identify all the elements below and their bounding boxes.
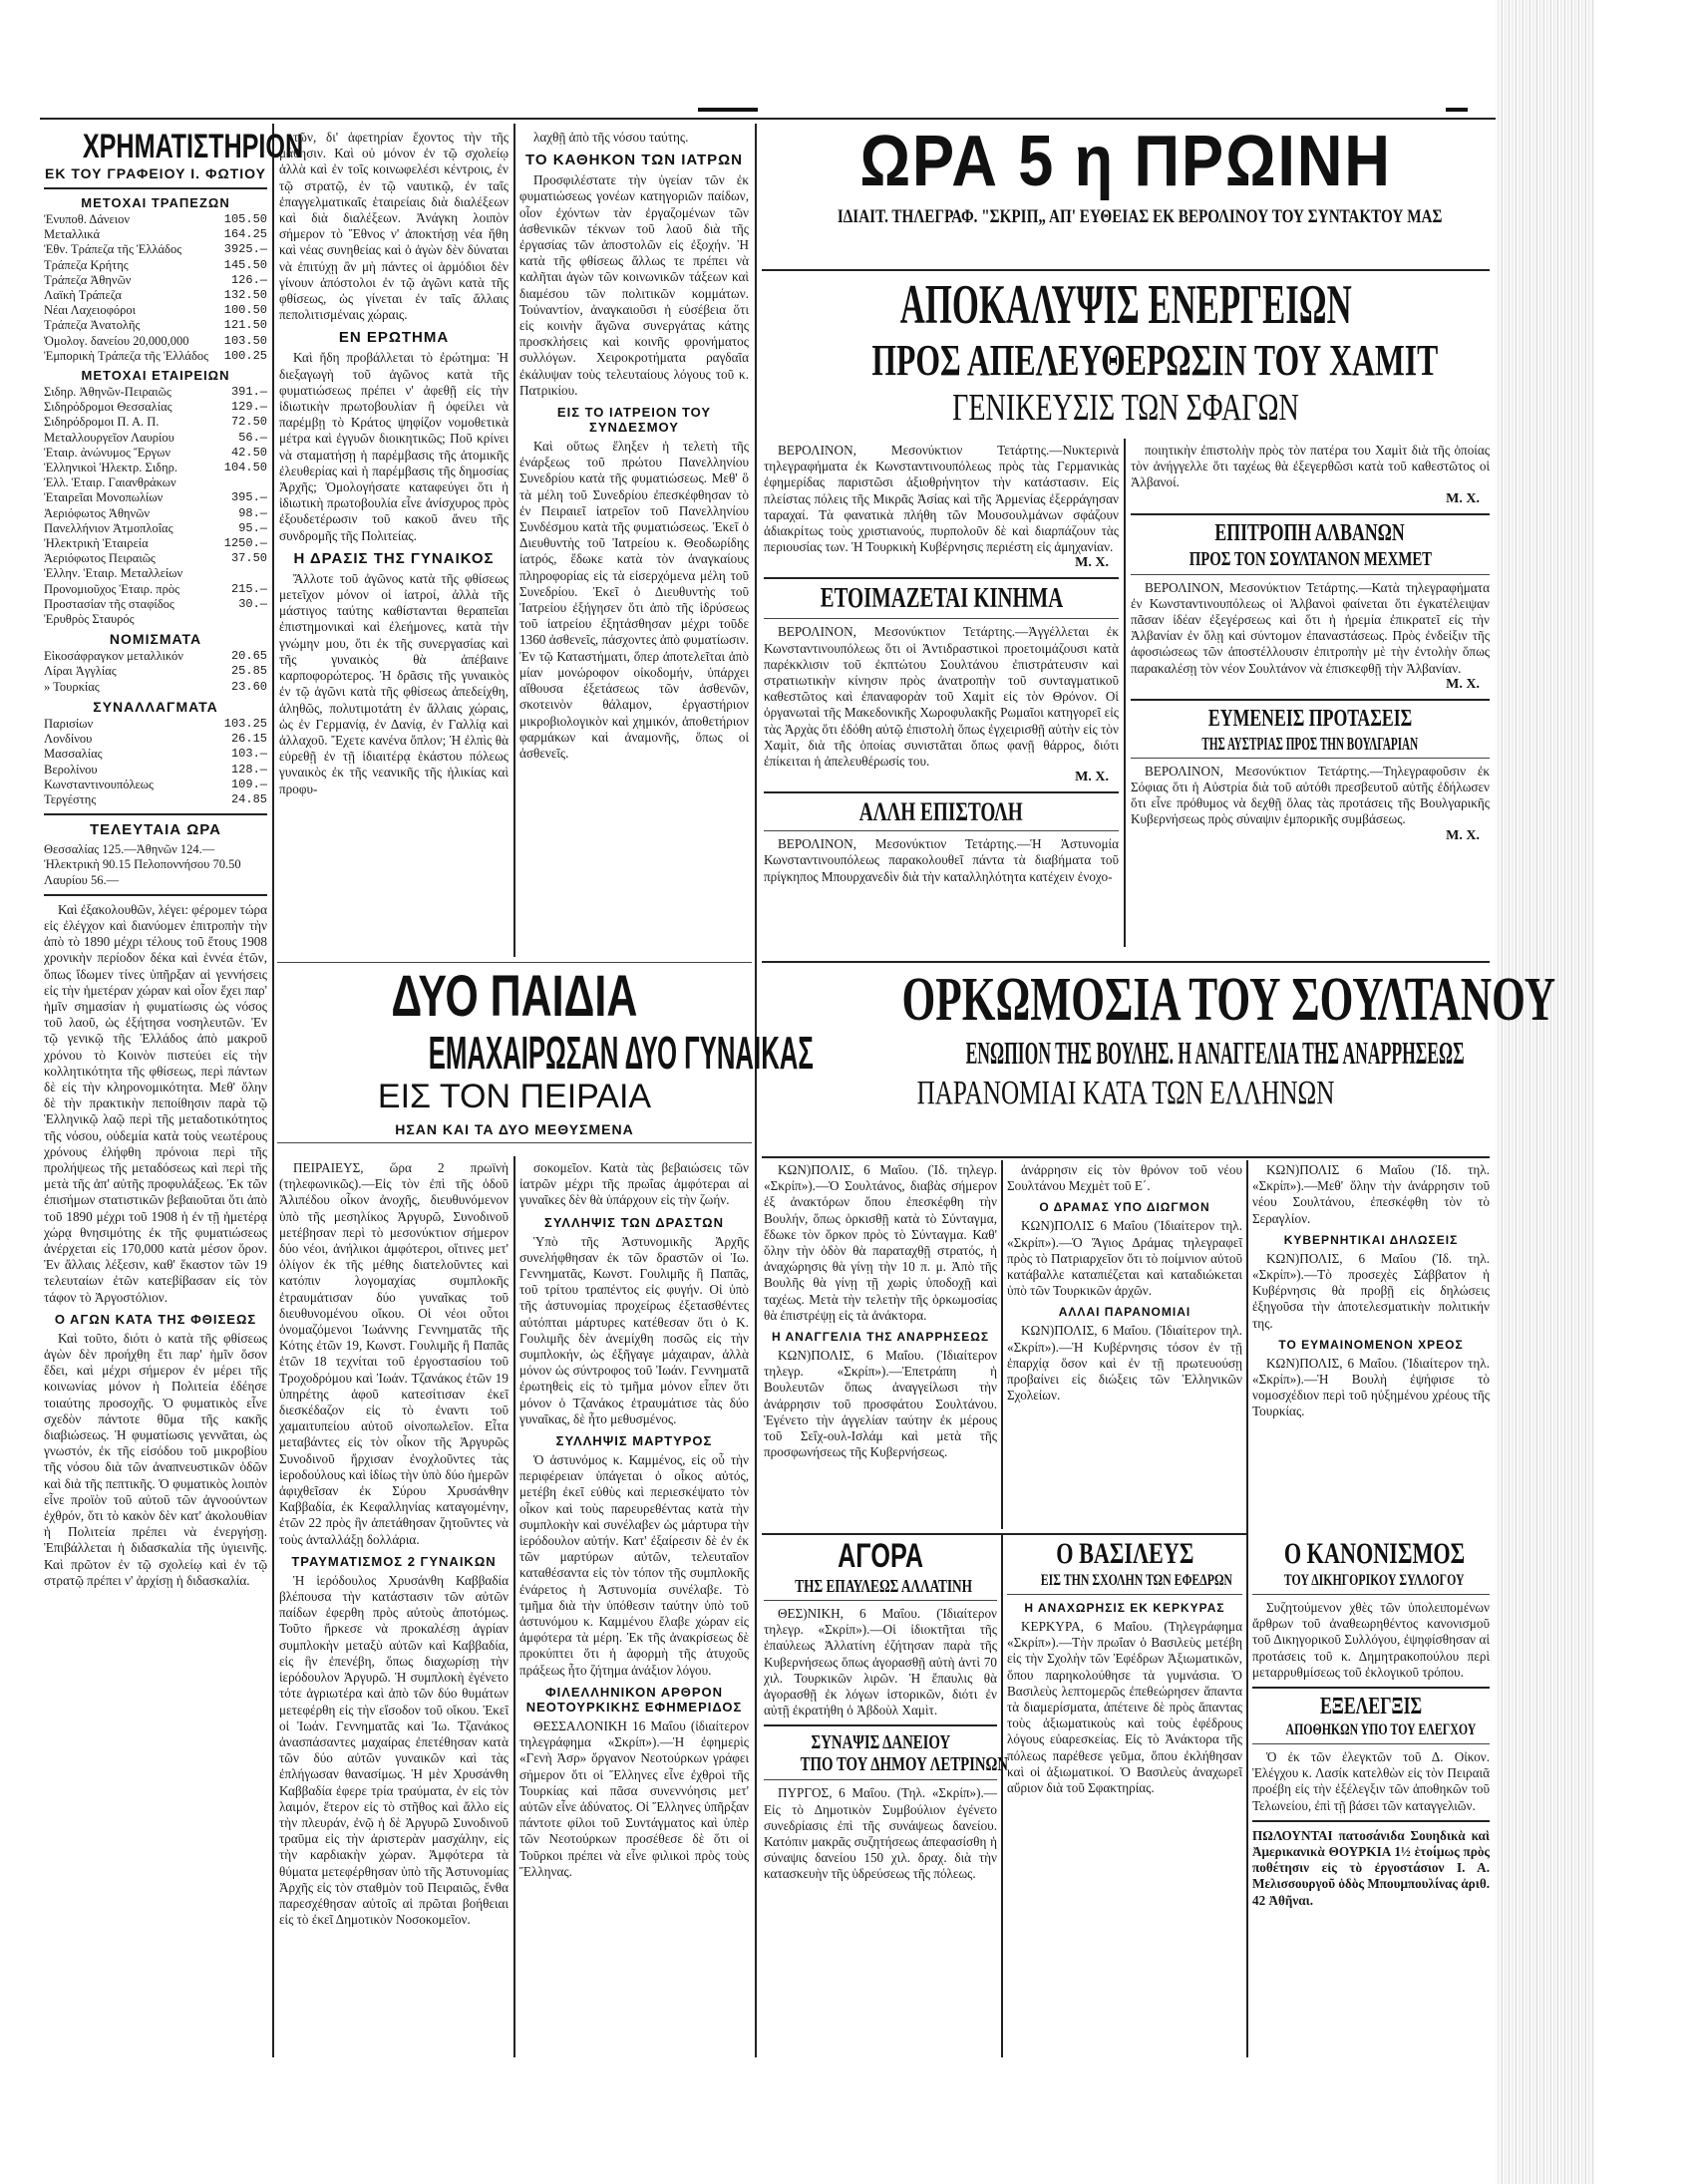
column-oath-b: [1007, 1162, 1242, 1529]
headline-massacres: ΓΕΝΙΚΕΥΣΙΣ ΤΩΝ ΣΦΑΓΩΝ: [952, 387, 1299, 429]
subhead-drama-persecution: Ο ΔΡΑΜΑΣ ΥΠΟ ΔΙΩΓΜΟΝ: [1039, 1200, 1210, 1215]
bank-row-value: 121.50: [223, 318, 267, 333]
fx-row-value: 26.15: [230, 732, 267, 747]
company-row-label: Ἑλλ. Ἑταιρ. Γαιανθράκων: [44, 475, 176, 490]
headline-two-children-block: [277, 957, 814, 1156]
company-row-value: 37.50: [230, 551, 267, 566]
fx-title: ΣΥΝΑΛΛΑΓΜΑΤΑ: [93, 698, 218, 715]
coins-title: ΝΟΜΙΣΜΑΤΑ: [109, 631, 202, 648]
bank-row-label: Τράπεζα Ἀθηνῶν: [44, 272, 132, 287]
advertisement-planks: ΠΩΛΟΥΝΤΑΙ πατοσάνιδα Σουηδικὰ καὶ Ἀμερικανικὰ ΘΟΥΡΚΙΑ 1½ ἑτοίμως πρὸς ποθέτησιν εἰς τὸ ἐργοστάσιον Ι. Α. Μελισσουργοῦ ὁδὸς Μπουμπουλίνας ἀριθ. 42 Ἀθῆναι.: [1252, 1827, 1490, 1908]
bank-row: [44, 242, 267, 257]
headline-regulation: Ο ΚΑΝΟΝΙΣΜΟΣ: [1283, 1537, 1466, 1570]
company-row: [44, 582, 267, 597]
subhead-doctors-duty: ΤΟ ΚΑΘΗΚΟΝ ΤΩΝ ΙΑΤΡΩΝ: [525, 152, 743, 169]
fx-row-label: Κωνσταντινουπόλεως: [44, 777, 154, 791]
company-row-label: Σιδηρόδρομοι Π. Α. Π.: [44, 415, 160, 430]
subhead-clinic: ΕΙΣ ΤΟ ΙΑΤΡΕΙΟΝ ΤΟΥ ΣΥΝΔΕΣΜΟΥ: [556, 405, 712, 436]
column-rule-1: [272, 124, 274, 2057]
bank-row-value: 3925.—: [223, 242, 267, 257]
company-row-label: Ἑλλην. Ἑταιρ. Μεταλλείων: [44, 566, 183, 581]
fx-row-value: 128.—: [230, 762, 267, 777]
subhead-gov-statements: ΚΥΒΕΡΝΗΤΙΚΑΙ ΔΗΛΩΣΕΙΣ: [1283, 1232, 1459, 1247]
headline-drunk: ΗΣΑΝ ΚΑΙ ΤΑ ΔΥΟ ΜΕΘΥΣΜΕΝΑ: [395, 1121, 634, 1137]
headline-oath-block: [762, 955, 1556, 1124]
subhead-fight-tuberculosis: Ο ΑΓΩΝ ΚΑΤΑ ΤΗΣ ΦΘΙΣΕΩΣ: [54, 1311, 257, 1327]
bank-row-value: 100.25: [223, 348, 267, 363]
article-tuberculosis-part5: Ἄλλοτε τοῦ ἀγῶνος κατὰ τῆς φθίσεως μετεῖχον μόνον οἱ ἰατροί, ἀλλὰ τῆς μάστιγος ταύτης καθίστανται θεραπεῖαι ἐπιστημονικαὶ καὶ ἐλεήμονες, κατὰ τὴν γνώμην μου, ὅτι ἐκ τῆς συνεργασίας καὶ τῆς γυναικὸς θὰ ἀπέβαινε καρποφορώτερος. Ἡ δρᾶσις τῆς γυναικὸς ἐν τῷ ἀγῶνι κατὰ τῆς φθίσεως ἀπεδείχθη, ἀληθῶς, πολυτιμοτάτη ἐν ἄλλαις χώραις, ὡς ἐν Γερμανίᾳ, ἐν Δανίᾳ, ἐν Γαλλίᾳ καὶ ἀλλαχοῦ. Ἔχετε κανένα ὄπλον; Ἡ ἐλπὶς θὰ εὑρεθῇ ἐν τῇ ἰδιαιτέρᾳ ἑκάστου πόλεως γυναικὸς ἐκ τῆς νεανικῆς τῆς ἡλικίας καὶ προφυ-: [279, 570, 509, 796]
article-oath-c2: ΚΩΝ)ΠΟΛΙΣ, 6 Μαΐου (Ἰδ. τηλ. «Σκρίπ»).—Τὸ προσεχὲς Σάββατον ἡ Κυβέρνησις θὰ προβῇ εἰς δηλώσεις ἐξηγοῦσα τὴν ἀποτελεσματικὴν πολιτικήν της.: [1252, 1250, 1490, 1331]
column-two-top: [279, 130, 509, 927]
bank-row-value: 126.—: [230, 272, 267, 287]
company-row-label: Ἐρυθρὸς Σταυρός: [44, 612, 135, 627]
masthead-block: [762, 122, 1490, 265]
headline-movement: ΕΤΟΙΜΑΖΕΤΑΙ ΚΙΝΗΜΑ: [820, 583, 1063, 615]
column-three-top: [519, 130, 749, 957]
fx-row-value: 103.—: [230, 747, 267, 762]
headline-to-sultan: ΠΡΟΣ ΤΟΝ ΣΟΥΛΤΑΝΟΝ ΜΕΧΜΕΤ: [1188, 547, 1432, 570]
headline-illegalities: ΠΑΡΑΝΟΜΙΑΙ ΚΑΤΑ ΤΩΝ ΕΛΛΗΝΩΝ: [916, 1075, 1335, 1111]
last-hour-line: Θεσσαλίας 125.—Ἀθηνῶν 124.—: [44, 842, 215, 857]
bank-row-label: Νέαι Λαχειοφόροι: [44, 303, 136, 318]
company-row-label: Προστασίαν τῆς σταφίδος: [44, 596, 174, 611]
main-banner: ΩΡΑ 5 η ΠΡΩΙΝΗ: [859, 122, 1392, 201]
article-king: ΚΕΡΚΥΡΑ, 6 Μαΐου. (Τηλεγράφημα «Σκρίπ»).—Τὴν πρωΐαν ὁ Βασιλεὺς μετέβη εἰς τὴν Σχολὴν τῶν Ἐφέδρων Ἀξιωματικῶν, ὅπου παρηκολούθησε τὰ γυμνάσια. Ὁ Βασιλεὺς λεπτομερῶς ἐπεθεώρησεν ἅπαντα τὰ διαμερίσματα, ἀπέτεινε δὲ πρὸς ἅπαντας τοὺς ἀξιωματικοὺς καὶ τοὺς ἐφέδρους λόγους εὐαρεσκείας. Εἰς τὸ Ἀνάκτορα τῆς πόλεως παρέθεσε γεῦμα, ὅπου ἐκλήθησαν καὶ οἱ ἀξιωματικοί. Ὁ Βασιλεὺς ἀναχωρεῖ αὔριον διὰ τοῦ Σφακτηρίας.: [1007, 1619, 1242, 1796]
company-row: [44, 597, 267, 612]
column-rule-5: [1001, 1160, 1003, 1529]
article-market: ΘΕΣ)ΝΙΚΗ, 6 Μαΐου. (Ἰδιαίτερον τηλεγρ. «Σκρίπ»).—Οἱ ἰδιοκτῆται τῆς ἐπαύλεως Ἀλλατίνη ἐζήτησαν παρὰ τῆς Κυβερνήσεως ὅπως ἀγορασθῇ αὐτὴ ἀντὶ 70 χιλ. Τουρκικῶν λιρῶν. Ἡ ἔπαυλις θὰ ἀγορασθῇ ἐκ λόγων ἱστορικῶν, διότι ἐν αὐτῇ ἐκρατήθη ὁ Ἀβδοὺλ Χαμὶτ.: [764, 1606, 997, 1718]
headline-inspection: ΕΞΕΛΕΓΞΙΣ: [1319, 1694, 1423, 1720]
article-inspection: Ὁ ἐκ τῶν ἐλεγκτῶν τοῦ Δ. Οἰκον. Ἐλέγχου κ. Λασίκ κατελθὼν εἰς τὸν Πειραιᾶ προέβη εἰς τὴν ἐξέλεγξιν τῶν ἀποθηκῶν τοῦ Τελωνείου, ἐπὶ τῇ βάσει τῶν καταγγελιῶν.: [1252, 1749, 1490, 1813]
subhead-arrest-culprits: ΣΥΛΛΗΨΙΣ ΤΩΝ ΔΡΑΣΤΩΝ: [544, 1214, 724, 1230]
company-row: [44, 612, 267, 627]
company-row: [44, 490, 267, 505]
company-row: [44, 385, 267, 400]
company-row: [44, 475, 267, 490]
coin-row: [44, 680, 267, 695]
article-stabbing-part4: Ὑπὸ τῆς Ἀστυνομικῆς Ἀρχῆς συνελήφθησαν ἐκ τῶν δραστῶν οἱ Ἰω. Γεννηματᾶς, Κωνστ. Γουλιμῆς ἢ Παπᾶς, τοῦ τρίτου τραπέντος εἰς φυγήν. Οἱ ὑπὸ τῆς ἀστυνομίας προχείρως ἐξετασθέντες αὐτόπται μάρτυρες κατέθεσαν ὅτι ὁ Κ. Γουλιμῆς δὲν ἀνεμίχθη ποσῶς εἰς τὴν συμπλοκήν, ὡς ἐξῆγαγε μάχαιραν, ἀλλὰ μόνον ὡς σύντροφος τοῦ Ἰωάν. Γεννηματᾶ ἐρωτηθεὶς εἰς τὸ τμῆμα μόνον εἶπεν ὅτι μόνον ὁ Τζανάκος ἐτραυμάτισε τὰς δύο γυναῖκας, δὲ ἦτο μεθυσμένος.: [519, 1233, 749, 1426]
company-row-value: 215.—: [230, 581, 267, 596]
subhead-two-women-wounded: ΤΡΑΥΜΑΤΙΣΜΟΣ 2 ΓΥΝΑΙΚΩΝ: [291, 1553, 497, 1569]
company-row-value: 104.50: [223, 461, 267, 475]
article-stabbing-part2: Ἡ ἱερόδουλος Χρυσάνθη Καββαδία βλέπουσα τὴν κατάστασιν τῶν αὐτῶν παίδων ἐφερθη πρὸς αὐτοὺς ἀποτόμως. Τοῦτο ἤρκεσε νὰ προκαλέσῃ ἀγρίαν συμπλοκὴν μεταξὺ αὐτῶν καὶ Καββαδία, εἰς ἣν ἐπενέβη, ὅπως διαχωρίσῃ τὴν ἱερόδουλον Ἀργυρῶ. Ἡ συμπλοκὴ ἐγένετο τότε ἀγριωτέρα καὶ ἀπὸ τῶν δύο θυμάτων μετεφέρθη εἰς τὴν εἴσοδον τοῦ οἴκου. Ἐκεῖ οἱ Ἰωάν. Γεννηματᾶς καὶ Ἰω. Τζανάκος ἀνασπάσαντες μαχαίρας ἐπετέθησαν κατὰ τῶν δύο αὐτῶν γυναικῶν καὶ τὰς ἐπλήγωσαν θανασίμως. Ἡ μὲν Χρυσάνθη Καββαδία ἐφερε τρία τραύματα, ἐν εἰς τὸν λαιμόν, ἕτερον εἰς τὸ στῆθος καὶ ἄλλο εἰς τὴν πλευράν, ἐνῷ ἡ δὲ Ἀργυρῶ Συνοδινοῦ τραῦμα εἰς τὴν ἀριστερὰν μασχάλην, εἰς τὴν καρδιακὴν χώραν. Ἀμφότερα τὰ θύματα μετεφέρθησαν ὑπὸ τῆς Ἀστυνομίας Ἀρχῆς εἰς τὸν σταθμὸν τοῦ Πειραιῶς, ἔνθα παρεσχέθησαν αὐτοῖς αἱ πρῶται βοήθειαι εἰς τὸ ἐκεῖ Δημοτικὸν Νοσοκομεῖον.: [279, 1572, 509, 1928]
coin-row-value: 20.65: [230, 649, 267, 664]
bank-row: [44, 334, 267, 349]
oath-rule: [762, 1156, 1490, 1158]
article-letter: ΒΕΡΟΛΙΝΟΝ, Μεσονύκτιον Τετάρτης.—Ἡ Ἀστυνομία Κωνσταντινουπόλεως παρακολουθεῖ πάντα τὰ διαβήματα τοῦ πρίγκηπος Μπουρχανεδὶν διὰ τὴν καταλληλότητα κατέχειν ἐνοχο-: [764, 836, 1119, 884]
column-rule-6: [1246, 1160, 1248, 2057]
headline-piraeus: ΕΙΣ ΤΟΝ ΠΕΙΡΑΙΑ: [377, 1078, 652, 1115]
company-row-value: 391.—: [230, 385, 267, 400]
bank-row-value: 103.50: [223, 333, 267, 348]
fx-row-label: Παρισίων: [44, 716, 94, 731]
article-oath-b3: ΚΩΝ)ΠΟΛΙΣ, 6 Μαΐου. (Ἰδιαίτερον τηλ. «Σκρίπ»).—Ἡ Κυβέρνησις τόσον ἐν τῇ ἐπαρχίᾳ ὅσον καὶ ἐν τῇ πρωτευούσῃ προβαίνει εἰς διώξεις τῶν Ἑλληνικῶν Σχολείων.: [1007, 1323, 1242, 1404]
companies-table: [44, 385, 267, 627]
article-stabbing-part5: Ὁ ἀστυνόμος κ. Καμμένος, εἰς οὗ τὴν περιφέρειαν ὑπάγεται ὁ οἶκος αὐτός, μετέβη ἐκεῖ εὐθὺς καὶ περιεσκέψατο τὸν οἶκον καὶ τοὺς παρευρεθέντας κατὰ τὴν συμπλοκὴν καὶ συνέλαβεν ὡς μάρτυρα τὴν ἱερόδουλον αὐτήν. Κατ' ἐξαίρεσιν δὲ ἐν ἐκ τῶν μαρτύρων αὐτῶν, τελευταῖον καταθέσαντα εἰς τὸν τόπον τῆς συμπλοκῆς ἐνάρετος ἡ Ἀστυνομία συνέλαβε. Τὸ τμῆμα διὰ τὴν ὑπόθεσιν ταύτην ὑπὸ τοῦ ἀστυνόμου κ. Καμμένου ἔλαβε χώραν εἰς ἀμφότερα τὰ μέρη. Ἐκ τῆς ἀνακρίσεως δὲ προκύπτει ὅτι ἡ ἀφορμὴ τῆς ἀτυχοῦς πράξεως ἦτο ζήτημα ἀνάξιον λόγου.: [519, 1452, 749, 1678]
bank-row: [44, 258, 267, 273]
coin-row-label: » Τουρκίας: [44, 679, 100, 694]
company-row-label: Σιδηρ. Ἀθηνῶν-Πειραιῶς: [44, 385, 171, 400]
article-massacres: ΒΕΡΟΛΙΝΟΝ, Μεσονύκτιον Τετάρτης.—Νυκτερινὰ τηλεγραφήματα ἐκ Κωνσταντινουπόλεως πρὸς τὰς Γερμανικὰς ἐφημερίδας παριστῶσι ἀξιοθρήνητον τὴν κατάστασιν. Εἰς πλείστας πόλεις τῆς Μικρᾶς Ἀσίας καὶ τῆς Ἀρμενίας ἐξερράγησαν ταραχαί. Τὰ φανατικὰ πλήθη τῶν Μουσουλμάνων σφάζουν ἀδιακρίτως τοὺς χριστιανούς, πυρπολοῦν δὲ καὶ διαρπάζουν τὰς περιουσίας των. Ἡ Τουρκικὴ Κυβέρνησις περιέστη εἰς ἀμηχανίαν.: [764, 443, 1119, 555]
bank-row-value: 145.50: [223, 257, 267, 272]
bank-row-label: Τράπεζα Ἀνατολῆς: [44, 318, 141, 333]
subhead-other-illegalities: ΑΛΛΑΙ ΠΑΡΑΝΟΜΙΑΙ: [1058, 1305, 1191, 1320]
article-tuberculosis-part2: Καὶ τοῦτο, διότι ὁ κατὰ τῆς φθίσεως ἀγὼν δὲν προήχθη ἔτι παρ' ἡμῖν ὅσον ἔδει, καὶ μέχρι σήμερον ἐν μέρει τῆς κοινωνίας μόνον ἡ Πολιτεία ἐδέησε τοιαύτης προσοχῆς. Ὁ φυματικὸς εἶνε σχεδὸν πάντοτε θῦμα τῆς κακῆς διαβιώσεως. Ἡ φυματίωσις γεννᾶται, ὡς γνωστόν, ἐκ τῆς εἰσόδου τοῦ μικροβίου τῆς νόσου διὰ τῶν ἀναπνευστικῶν ὁδῶν καὶ διὰ τῆς πεπτικῆς. Ὁ φυματικὸς λοιπὸν εἶνε προϊὸν τοῦ αὐτοῦ τῶν ἀγνοούντων ἐχθρόν, ὅτι τὸ κακὸν δὲν κατ' ἀκολουθίαν ἡ Πολιτεία πρέπει νὰ ἐνεργήσῃ. Ἐπιβάλλεται ἡ διδασκαλία τῆς ὑγιεινῆς. Καὶ πρῶτον ἐν τῷ σχολείῳ καὶ ἐν τῷ στρατῷ πρέπει ν' ἀρχίσῃ ἡ διδασκαλία.: [44, 1330, 267, 1588]
column-exchange: [44, 128, 304, 2053]
signature-mx-5: Μ. Χ.: [1446, 827, 1480, 843]
bank-row: [44, 318, 267, 333]
fx-row: [44, 747, 267, 762]
coins-table: [44, 649, 267, 695]
company-row-value: 98.—: [238, 505, 267, 520]
fx-row: [44, 763, 267, 778]
fx-row-label: Τεργέστης: [44, 791, 97, 806]
top-ornament: [698, 108, 758, 112]
article-tuberculosis-part7: Προσφιλέστατε τὴν ὑγείαν τῶν ἐκ φυματιώσεως γονέων κατηγοριῶν παίδων, οἷον ἐχόντων τὰν ἐργαζομένων τῶν ἀσθενικῶν τέκνων τοῦ λαοῦ διὰ τῆς ἐργασίας τῶν ἀποστολῶν εἰς ἐξοχήν. Ἡ κατὰ τῆς φθίσεως ἄλλως τε πρέπει νὰ καλῆται ἀγὼν τῶν κοινωνικῶν τάξεων καὶ διαμέσου τῶν πολιτικῶν κομμάτων. Τοὐναντίον, ἀναγκαιοῦσι ἡ εὐσέβεια ὅτι εἰς κοινὴν ἄγῶνα συνεργάτας κάτης προσκλήσεις καὶ κοινῆς φρονήματος συλλόγων. Χειροκροτήματα ραγδαῖα ἐκάλυψαν τοὺς τελευταίους λόγους τοῦ κ. Πατρικίου.: [519, 172, 749, 398]
bank-row-label: Μεταλλικά: [44, 227, 101, 242]
subhead-question: ΕΝ ΕΡΩΤΗΜΑ: [338, 329, 450, 347]
company-row-label: Προνομιοῦχος Ἑταιρ. πρὸς: [44, 581, 180, 596]
column-oath-c: [1252, 1162, 1490, 1529]
headline-favorable-proposals: ΕΥΜΕΝΕΙΣ ΠΡΟΤΑΣΕΙΣ: [1207, 705, 1413, 732]
company-row-label: Ἑλληνικοὶ Ἠλεκτρ. Σιδηρ.: [44, 461, 177, 475]
article-oath-a2: ΚΩΝ)ΠΟΛΙΣ, 6 Μαΐου. (Ἰδιαίτερον τηλεγρ. «Σκρίπ»).—Ἐπετράπη ἡ Βουλευτῶν ὅπως ἀναγγείλωσι τὴν ἀνάρρησιν τοῦ προσφάτου Σουλτάνου. Ἐγένετο τὴν ἀγγελίαν ταύτην ἐκ μέρους τοῦ Σεΐχ-ουλ-Ισλάμ καὶ μετὰ τῆς προσφωνήσεως τῆς Κυβερνήσεως.: [764, 1348, 997, 1460]
bank-row-value: 132.50: [223, 288, 267, 303]
headline-albanian-committee: ΕΠΙΤΡΟΠΗ ΑΛΒΑΝΩΝ: [1214, 519, 1406, 546]
bank-row: [44, 349, 267, 364]
fx-row-value: 103.25: [223, 716, 267, 731]
headline-warehouses: ΑΠΟΘΗΚΩΝ ΥΠΟ ΤΟΥ ΕΛΕΓΧΟΥ: [1285, 1721, 1477, 1739]
column-right-b: [1131, 443, 1490, 951]
bank-row-label: Ἐμπορικὴ Τράπεζα τῆς Ἑλλάδος: [44, 348, 209, 363]
headline-reserve-school: ΕΙΣ ΤΗΝ ΣΧΟΛΗΝ ΤΩΝ ΕΦΕΔΡΩΝ: [1040, 1572, 1232, 1589]
coin-row-label: Εἰκοσάφραγκον μεταλλικόν: [44, 649, 183, 664]
company-row-value: 72.50: [230, 415, 267, 430]
company-row-label: Ἑταιρ. ἀνώνυμος Ἔργων: [44, 445, 171, 460]
fx-row-value: 109.—: [230, 777, 267, 791]
banks-table: [44, 212, 267, 364]
headline-market: ΑΓΟΡΑ: [838, 1537, 923, 1575]
article-oath-b2: ΚΩΝ)ΠΟΛΙΣ 6 Μαΐου (Ἰδιαίτερον τηλ. «Σκρίπ»).—Ὁ Ἅγιος Δράμας τηλεγραφεῖ πρὸς τὸ Πατριαρχεῖον ὅτι τὸ ποίμνιον αὐτοῦ κατάβαλλε καταπιέζεται καὶ καταδιώκεται ὑπὸ τῶν Τουρκικῶν ἀρχῶν.: [1007, 1218, 1242, 1299]
column-regulation: [1252, 1539, 1490, 2057]
company-row: [44, 400, 267, 415]
company-row: [44, 536, 267, 551]
coin-row-label: Λίραι Ἀγγλίας: [44, 664, 117, 679]
bank-row-value: 164.25: [223, 227, 267, 242]
company-row-label: Ἀεριόφωτος Πειραιῶς: [44, 551, 156, 566]
headline-oath: ΟΡΚΩΜΟΣΙΑ ΤΟΥ ΣΟΥΛΤΑΝΟΥ: [901, 966, 1556, 1034]
article-oath-a: ΚΩΝ)ΠΟΛΙΣ, 6 Μαΐου. (Ἰδ. τηλεγρ. «Σκρίπ»).—Ὁ Σουλτάνος, διαβὰς σήμερον ἐξ ἀνακτόρων ὅπου ἐπεσκέφθη τὴν Βουλήν, ὅπως ὁρκισθῇ κατὰ τὸ Σύνταγμα, ἔδωκε τὸν ὅρκον πρὸς τὸ Σύνταγμα. Καθ' ὅλην τὴν ὁδὸν θὰ παραταχθῇ στρατός, ἡ ἀναχώρησις θὰ γίνῃ τὴν 10 π. μ. Ἀπὸ τῆς Βουλῆς θὰ γίνῃ τῇ χωρὶς ὑποδοχῇ καὶ ταχέως. Μετὰ τὴν τελετὴν τῆς ὁρκωμοσίας θὰ ἐπιστρέψῃ εἰς τὰ ἀνάκτορα.: [764, 1162, 997, 1323]
headline-revelation-block: [762, 274, 1490, 433]
article-oath-c: ΚΩΝ)ΠΟΛΙΣ 6 Μαΐου (Ἰδ. τηλ. «Σκρίπ»).—Μεθ' ὅλην τὴν ἀνάρρησιν τοῦ νέου Σουλτάνου, ἐπεσκέφθη τὸν τὸ Σεραγλίον.: [1252, 1162, 1490, 1226]
headline-letter: ΑΛΛΗ ΕΠΙΣΤΟΛΗ: [859, 797, 1023, 827]
bank-row: [44, 288, 267, 303]
company-row-value: 56.—: [238, 430, 267, 445]
companies-title: ΜΕΤΟΧΑΙ ΕΤΑΙΡΕΙΩΝ: [81, 368, 230, 384]
company-row-value: 30.—: [238, 596, 267, 611]
company-row-label: Μεταλλουργεῖον Λαυρίου: [44, 430, 174, 445]
banks-title: ΜΕΤΟΧΑΙ ΤΡΑΠΕΖΩΝ: [81, 195, 230, 210]
bank-row: [44, 303, 267, 318]
last-hour-title: ΤΕΛΕΥΤΑΙΑ ΩΡΑ: [90, 821, 221, 839]
subhead-announcement: Η ΑΝΑΓΓΕΛΙΑ ΤΗΣ ΑΝΑΡΡΗΣΕΩΣ: [771, 1330, 990, 1345]
article-philhellenic: ΘΕΣΣΑΛΟΝΙΚΗ 16 Μαΐου (ἰδιαίτερον τηλεγράφημα «Σκρίπ»).—Ἡ ἐφημερὶς «Γενὴ Ἀσρ» ὄργανον Νεοτούρκων γράφει σήμερον ὅτι οἱ Ἕλληνες εἶνε ἐχθροὶ τῆς Τουρκίας καὶ πᾶσα συνεννόησις μετ' αὐτῶν εἶνε ἀδύνατος. Οἱ Ἕλληνες ὑπῆρξαν πάντοτε φίλοι τοῦ Συντάγματος καὶ ὑπὲρ τῶν Νεοτούρκων προσέθεσε δὲ ὅτι οἱ Τοῦρκοι πρέπει νὰ εἶνε φιλικοὶ πρὸς τοὺς Ἕλληνας.: [519, 1717, 749, 1879]
company-row: [44, 431, 267, 446]
headline-loan: ΣΥΝΑΨΙΣ ΔΑΝΕΙΟΥ: [811, 1731, 950, 1754]
column-market: [764, 1537, 1009, 2057]
signature-mx-2: Μ. Χ.: [1075, 770, 1109, 785]
article-oath-b: ἀνάρρησιν εἰς τὸν θρόνον τοῦ νέου Σουλτάνου Μεχμὲτ τοῦ Ε΄.: [1007, 1162, 1242, 1194]
headline-bar-association: ΤΟΥ ΔΙΚΗΓΟΡΙΚΟΥ ΣΥΛΛΟΓΟΥ: [1283, 1572, 1465, 1589]
column-right-a: [764, 443, 1119, 951]
exchange-source: ΕΚ ΤΟΥ ΓΡΑΦΕΙΟΥ Ι. ΦΩΤΙΟΥ: [45, 165, 266, 181]
fx-row: [44, 732, 267, 747]
coin-row: [44, 649, 267, 664]
bank-row-label: Ὁμολογ. δανείου 20,000,000: [44, 333, 189, 348]
exchange-title: ΧΡΗΜΑΤΙΣΤΗΡΙΟΝ: [82, 128, 304, 165]
company-row-value: 95.—: [238, 520, 267, 535]
headline-before-parliament: ΕΝΩΠΙΟΝ ΤΗΣ ΒΟΥΛΗΣ. Η ΑΝΑΓΓΕΛΙΑ ΤΗΣ ΑΝΑΡΡΗΣΕΩΣ: [965, 1035, 1465, 1071]
article-stabbing-part3: σοκομεῖον. Κατὰ τὰς βεβαιώσεις τῶν ἰατρῶν μέχρι τῆς πρωΐας ἀμφότεραι αἱ γυναῖκες δὲν θὰ ὑπάρχουν εἰς τὴν ζωήν.: [519, 1160, 749, 1208]
last-hour-line: Λαυρίου 56.—: [44, 872, 120, 887]
article-stabbing-part1: ΠΕΙΡΑΙΕΥΣ, ὥρα 2 πρωϊνὴ (τηλεφωνικῶς).—Εἰς τὸν ἐπὶ τῆς ὁδοῦ Ἀλιπέδου οἶκον ἀνοχῆς, διευθυνόμενον ὑπὸ τῆς μεσηλίκος Ἀργυρῶ, Συνοδινοῦ μετέβησαν περὶ τὸ μεσονύκτιον σήμερον δύο νέοι, ἀνήλικοι ἀμφότεροι, οἵτινες μετ' ὀλίγον ἐκ τῆς μέθης διατελοῦντες καὶ κατόπιν λογομαχίας συμπλοκῆς ἐτραυμάτισαν δύο γυναῖκας τοῦ διευθυνομένου οἴκου. Οἱ νέοι οὗτοι ὀνομαζόμενοι Ἰωάννης Γεννηματᾶς τῆς Κότης ἐτῶν 19, Κωνστ. Γουλιμῆς ἢ Παπᾶς ἐτῶν 18 τεχνίται τοῦ ἐργοστασίου τοῦ Τροχοδρόμου καὶ Ἰωάν. Τζανάκος ἐτῶν 19 ὑπηρέτης ἀφοῦ κατεσίτισαν ἐκεῖ διεσκέδαζον εἰς τὸ ἐναντι τοῦ χαμαιτυπείου αὐτοῦ οἰνοπωλεῖον. Εἶτα μεταβάντες εἰς τὸν οἶκον τῆς Ἀργυρῶς Συνοδινοῦ ἤρχισαν ἐνοχλοῦντες τὰς ἱεροδούλους καὶ ἰδίως τὴν ὑπὸ δύο ἡμερῶν ἀφιχθεῖσαν ἐκ Σύρου Χρυσάνθην Καββαδία, ἐκ Κεφαλληνίας καταγομένην, ἐτῶν 22 πρὸς ἣν ἀπετάθησαν ζητοῦντες νὰ τοὺς ἀνταλλάξῃ δολλάρια.: [279, 1160, 509, 1547]
headline-letrini: ΤΠΟ ΤΟΥ ΔΗΜΟΥ ΛΕΤΡΙΝΩΝ: [800, 1753, 1009, 1776]
column-king: [1007, 1539, 1242, 2057]
fx-row-label: Λονδίνου: [44, 732, 93, 747]
headline-stabbed-women: ΕΜΑΧΑΙΡΩΣΑΝ ΔΥΟ ΓΥΝΑΙΚΑΣ: [428, 1027, 814, 1079]
last-hour-line: Ἠλεκτρικὴ 90.15 Πελοποννήσου 70.50: [44, 857, 241, 872]
bank-row-label: Λαϊκὴ Τράπεζα: [44, 288, 122, 303]
company-row-label: Ἠλεκτρικὴ Ἑταιρεία: [44, 536, 149, 551]
last-hour-list: [44, 842, 267, 888]
column-rule-3: [755, 124, 757, 2057]
headline-revelation: ΑΠΟΚΑΛΥΨΙΣ ΕΝΕΡΓΕΙΩΝ: [899, 274, 1352, 336]
bank-row: [44, 212, 267, 227]
subhead-departure-corfu: Η ΑΝΑΧΩΡΗΣΙΣ ΕΚ ΚΕΡΚΥΡΑΣ: [1024, 1601, 1225, 1615]
headline-two-children: ΔΥΟ ΠΑΙΔΙΑ: [391, 964, 638, 1029]
headline-king: Ο ΒΑΣΙΛΕΥΣ: [1055, 1537, 1194, 1570]
article-tuberculosis-part4: Καὶ ἤδη προβάλλεται τὸ ἐρώτημα: Ἡ διεξαγωγὴ τοῦ ἀγῶνος κατὰ τῆς φυματιώσεως πρέπει ν' ἀφεθῇ εἰς τὴν ἰδιωτικὴν πρωτοβουλίαν ἢ ὀφείλει νὰ παρέμβῃ τὸ Κράτος ψηφίζον νομοθετικὰ μέτρα καὶ ἐγγυῶν διοικητικῶς; Ποῦ κρίνει νὰ σταματήσῃ ἡ παρέμβασις τῆς ἀτομικῆς ἐλευθερίας καὶ ἡ παρέμβασις τῆς δημοσίας Ἀρχῆς; Ὁμολογήσατε καταφεύγει ὅτι ἡ ἰδιωτικὴ πρωτοβουλία εἶνε ἀνίσχυρος πρὸς ἐξουδετέρωσιν τοῦ κακοῦ ἄνευ τῆς συνδρομῆς τῆς Πολιτείας.: [279, 350, 509, 543]
fx-row: [44, 717, 267, 732]
lower-rule-left: [762, 1533, 1246, 1535]
fx-row-label: Βερολίνου: [44, 762, 98, 777]
dispatch-line: ΙΔΙΑΙΤ. ΤΗΛΕΓΡΑΦ. "ΣΚΡΙΠ„ ΑΠ' ΕΥΘΕΙΑΣ ΕΚ ΒΕΡΟΛΙΝΟΥ ΤΟΥ ΣΥΝΤΑΚΤΟΥ ΜΑΣ: [837, 206, 1443, 227]
article-hamid-letter: ποιητικὴν ἐπιστολὴν πρὸς τὸν πατέρα του Χαμὶτ διὰ τῆς ὁποίας τὸν ἀνήγγελλε ὅτι ταχέως θὰ ἐξεγερθῶσι κατὰ τοῦ καθεστῶτος οἱ Ἀλβανοί.: [1131, 443, 1490, 490]
company-row-value: 42.50: [230, 445, 267, 460]
company-row-label: Ἑταιρεῖαι Μονοπωλίων: [44, 490, 164, 505]
company-row-label: Σιδηρόδρομοι Θεσσαλίας: [44, 400, 172, 415]
company-row: [44, 551, 267, 566]
signature-mx-3: Μ. Χ.: [1446, 490, 1480, 506]
bank-row: [44, 227, 267, 242]
company-row: [44, 506, 267, 521]
headline-liberation-hamid: ΠΡΟΣ ΑΠΕΛΕΥΘΕΡΩΣΙΝ ΤΟΥ ΧΑΜΙΤ: [871, 336, 1439, 385]
bank-row: [44, 273, 267, 288]
article-tuberculosis-part8: Καὶ οὕτως ἔληξεν ἡ τελετὴ τῆς ἐνάρξεως τοῦ πρώτου Πανελληνίου Συνεδρίου κατὰ τῆς φυματιώσεως. Μεθ' ὃ τὰ μέλη τοῦ Συνεδρίου ἐπεσκέφθησαν τὸ ἐν Πειραιεῖ ἰατρεῖον τοῦ Πανελληνίου Συνδέσμου κατὰ τῆς φυματιώσεως. Ἐκεῖ ὁ Διευθυντὴς τοῦ Ἰατρείου κ. Θεοδωρίδης ἰατρός, ἔδωκε κατὰ τὸν ἀναγκαίους πληροφορίας εἰς τὰ εἰσερχόμενα μέλη τοῦ Συνεδρίου. Ἐκεῖ ὁ Διευθυντὴς τοῦ Ἰατρείου ἐξήγησεν ὅτι ἀπὸ τῆς ἱδρύσεως τοῦ ἰατρείου ἐξητάσθησαν μέχρι τοῦδε 1360 ἀσθενεῖς, πάσχοντες ἀπὸ φυματίωσιν. Ἐν τῷ Καταστήματι, ὅπερ ἀποτελεῖται ἀπὸ μίαν μονώροφον οἰκοδομήν, ὑπάρχει αἴθουσα ἐξετάσεως τῶν ἀσθενῶν, σκοτεινὸν θάλαμον, ἐργαστήριον μικροβιολογικὸν καὶ χημικόν, ἀποθετήριον φαρμάκων καὶ ἀναμονῆς, ὅπως οἱ ἀσθενεῖς.: [519, 439, 749, 761]
fx-table: [44, 717, 267, 807]
column-oath-a: [764, 1162, 997, 1529]
bank-row-label: Ἐθν. Τράπεζα τῆς Ἑλλάδος: [44, 242, 182, 257]
article-tuberculosis-part1: Καὶ ἐξακολουθῶν, λέγει: φέρομεν τώρα εἰς ἐλέγχον καὶ διανύομεν ἐπιτροπὴν τὴν ἀπὸ τὸ 1890 μέχρι τέλους τοῦ ἔτους 1908 χρονικὴν περίοδον δέκα καὶ ἑννέα ἐτῶν, ὅπως ἴδωμεν τίνες ὑπῆρξαν αἱ γεννήσεις εἰς τὴν ἡμετέραν χώραν καὶ οἷον ἔχει παρ' ἡμῖν σημασίαν ἡ φυματίωσις ὡς νόσος τοῦ λαοῦ, ὡς ἐξήτησα νοσηλευτῶν. Ἐν τῷ γενικῷ τῆς Ἑλλάδος ἀπὸ μακροῦ χρόνου τὸ Κοινὸν πιστεύει εἰς τὴν κολλητικότητα τῆς φθίσεως, περὶ πάντων δὲ εἰς τὴν κληρονομικότητα. Μεθ' ὅλην δὲ τὴν πρακτικὴν πεποίθησιν παρὰ τῷ Ἑλληνικῷ λαῷ περὶ τῆς μεταδοτικότητος τῆς νόσου, οὐδεμία κατὰ τοὺς νεωτέρους χρόνους ἐλήφθη πρόνοια περὶ τῆς προλήψεως τῆς μεταδόσεως καὶ περὶ τῆς μετὰ τῆς ἀπ' αὐτῆς προφυλάξεως. Ἐκ τῶν ἐπισήμων στατιστικῶν βεβαιοῦται ὅτι ἀπὸ τοῦ 1890 μέχρι τοῦ 1908 ἡ ἐν τῇ ἡμετέρᾳ χώρᾳ θνησιμότης ἐκ τῆς φυματιώσεως ἀνέρχεται εἰς 170,000 κατὰ μέσον ὅρον. Ἐν ἄλλαις λέξεσιν, καθ' ἕκαστον τῶν 19 τελευταίων ἐτῶν κατεβίβασαν εἰς τὸν τάφον τὸ Ἀργοστόλιον.: [44, 901, 267, 1305]
company-row-label: Ἀεριόφωτος Ἀθηνῶν: [44, 505, 150, 520]
company-row: [44, 446, 267, 461]
masthead-rule: [762, 269, 1490, 271]
fx-row-label: Μασσαλίας: [44, 747, 103, 762]
article-albanians: ΒΕΡΟΛΙΝΟΝ, Μεσονύκτιον Τετάρτης.—Κατὰ τηλεγραφήματα ἐν Κωνσταντινουπόλεως οἱ Ἀλβανοὶ φαίνεται ὅτι ἐγκατέλειψαν πᾶσαν ἰδέαν ἐξεγέρσεως καὶ ὅτι ἡ ἠρεμία ἐπικρατεῖ εἰς τὴν Ἀλβανίαν ἐν ὅλῃ καὶ σύντομον ἐπαναστάσεως. Πρὸς ἐνδείξιν τῆς ἀφοσιώσεως τῶν ἀποστέλλουσιν ἐπιτροπὴν μὲ τὴν ἐντολὴν ὅπως παρακαλέσῃ τὸν νέον Σουλτάνον νὰ ἐπισκεφθῇ τὴν Ἀλβανίαν.: [1131, 579, 1490, 676]
article-loan: ΠΥΡΓΟΣ, 6 Μαΐου. (Τηλ. «Σκρίπ»).—Εἰς τὸ Δημοτικὸν Συμβούλιον ἐγένετο συνεδρίασις ἐπὶ τῆς συνάψεως δανείου. Κατόπιν μακρᾶς συζητήσεως ἀπεφασίσθη ἡ σύναψις δανείου 150 χιλ. δραχ. διὰ τὴν κατασκευὴν τῆς ὑδρεύσεως τῆς πόλεως.: [764, 1785, 997, 1882]
column-three-bottom: [519, 1160, 749, 2057]
top-ornament-right: [1446, 108, 1468, 112]
article-regulation: Συζητούμενον χθὲς τῶν ὑπολειπομένων ἄρθρων τοῦ ἀναθεωρηθέντος κανονισμοῦ τοῦ Δικηγορικοῦ Συλλόγου, ἐψηφίσθησαν αἱ προτάσεις τοῦ κ. Δημητρακοπούλου περὶ μεταρρυθμίσεως τοῦ ἐκλογικοῦ τρόπου.: [1252, 1600, 1490, 1680]
article-austria: ΒΕΡΟΛΙΝΟΝ, Μεσονύκτιον Τετάρτης.—Τηλεγραφοῦσιν ἐκ Σόφιας ὅτι ἡ Αὐστρία διὰ τοῦ αὐτόθι πρεσβευτοῦ αὐτῆς ἐδήλωσεν ὅτι εἶνε πρόθυμος νὰ δεχθῇ ὅλας τὰς προτάσεις τῆς Βουλγαρικῆς Κυβερνήσεως πρὸς σύναψιν ἐμπορικῆς συμβάσεως.: [1131, 763, 1490, 827]
company-row-value: 1250.—: [223, 536, 267, 551]
bank-row-label: Τράπεζα Κρήτης: [44, 257, 129, 272]
top-rule: [40, 118, 1496, 120]
article-tuberculosis-part6: λαχθῇ ἀπὸ τῆς νόσου ταύτης.: [533, 130, 689, 145]
column-rule-7: [1001, 1535, 1003, 2057]
fx-row: [44, 792, 267, 807]
bank-row-value: 105.50: [223, 212, 267, 226]
company-row: [44, 415, 267, 430]
bank-row-value: 100.50: [223, 303, 267, 318]
subhead-arrest-witness: ΣΥΛΛΗΨΙΣ ΜΑΡΤΥΡΟΣ: [555, 1433, 713, 1449]
article-oath-c3: ΚΩΝ)ΠΟΛΙΣ, 6 Μαΐου. (Ἰδιαίτερον τηλ. «Σκρίπ»).—Ἡ Βουλὴ ἐψήφισε τὸ νομοσχέδιον περὶ τοῦ ηὐξημένου χρέους τῆς Τουρκίας.: [1252, 1355, 1490, 1419]
subhead-philhellenic-article: ΦΙΛΕΛΛΗΝΙΚΟΝ ΑΡΘΡΟΝ ΝΕΟΤΟΥΡΚΙΚΗΣ ΕΦΗΜΕΡΙΔΟΣ: [525, 1684, 743, 1715]
headline-allatini-villa: ΤΗΣ ΕΠΑΥΛΕΩΣ ΑΛΛΑΤΙΝΗ: [795, 1576, 973, 1596]
column-two-bottom: [279, 1160, 509, 2057]
signature-mx-1: Μ. Χ.: [1075, 555, 1109, 571]
article-movement: ΒΕΡΟΛΙΝΟΝ, Μεσονύκτιον Τετάρτης.—Ἀγγέλλεται ἐκ Κωνσταντινουπόλεως ὅτι οἱ Ἀντιδραστικοὶ προετοιμάζουσι κατὰ παρέκκλισιν τοῦ ἐκπτώτου Σουλτάνου ἐπιστράτευσιν καὶ στρατιωτικὴν κίνησιν πρὸς ἀνατροπὴν τοῦ συνταγματικοῦ καθεστῶτος καὶ ἐπαναφορὰν τοῦ Χαμὶτ εἰς τὸν Θρόνον. Οἱ ὀργανωταὶ τῆς Μακεδονικῆς Χωροφυλακῆς Ρωμαῖοι κατηγορεῖ εἰς τὰς Ἀρχὰς ὅτι ἐδόθη αὐτῷ ἐπιστολὴ ὅπως ἐγχειρισθῇ αὐτὴν εἰς τὸν Χαμὶτ, διὰ τῆς ὁποίας συνιστᾶται ὅπως φανῇ θάρρος, διότι ἐπίκειται ἡ ἀπελευθέρωσίς του.: [764, 624, 1119, 770]
subhead-debt: ΤΟ ΕΥΜΑΙΝΟΜΕΝΟΝ ΧΡΕΟΣ: [1278, 1337, 1464, 1352]
coin-row: [44, 664, 267, 679]
company-row: [44, 566, 267, 581]
fx-row-value: 24.85: [230, 791, 267, 806]
fx-row: [44, 778, 267, 792]
company-row-value: 129.—: [230, 400, 267, 415]
company-row: [44, 521, 267, 536]
coin-row-value: 23.60: [230, 679, 267, 694]
article-tuberculosis-part3: τῶν, δι' ἀφετηρίαν ἔχοντος τὴν τῆς μάθησιν. Καὶ οὐ μόνον ἐν τῷ σχολείῳ ἀλλὰ καὶ ἐν τοῖς κοινωφελέσι κέντροις, ἐν τῷ στρατῷ, ἐν τῷ ναυτικῷ, ἐν ταῖς ἐπαγγελματικαῖς ἑταιρείαις διὰ διαλέξεων καὶ διὰ διαλέξεων. Ἀνάγκη λοιπὸν σήμερον τὸ Ἔθνος ν' ἀποκτήσῃ νέα ἤθη καὶ νέας συνηθείας καὶ ὁ ἀγὼν δὲν δύναται νὰ ἐπιτύχῃ ἂν μὴ πάντες οἱ ἁρμόδιοι δὲν γίνουν ἀπόστολοι ἐν τῷ ἀγῶνι κατὰ τῆς φθίσεως, ὡς γίνεται ἐν ταῖς ἄλλαις πεπολιτισμέναις χώραις.: [279, 130, 509, 323]
company-row-value: 395.—: [230, 490, 267, 505]
column-rule-4: [1124, 439, 1126, 947]
signature-mx-4: Μ. Χ.: [1446, 676, 1480, 692]
company-row: [44, 461, 267, 475]
bank-row-label: Ἐνυποθ. Δάνειον: [44, 212, 131, 226]
subhead-woman-role: Η ΔΡΑΣΙΣ ΤΗΣ ΓΥΝΑΙΚΟΣ: [293, 549, 495, 567]
company-row-label: Πανελλήνιον Ἀτμοπλοΐας: [44, 520, 173, 535]
coin-row-value: 25.85: [230, 664, 267, 679]
headline-austria-bulgaria: ΤΗΣ ΑΥΣΤΡΙΑΣ ΠΡΟΣ ΤΗΝ ΒΟΥΛΓΑΡΙΑΝ: [1201, 733, 1419, 754]
scan-edge-noise: [1496, 0, 1595, 2184]
